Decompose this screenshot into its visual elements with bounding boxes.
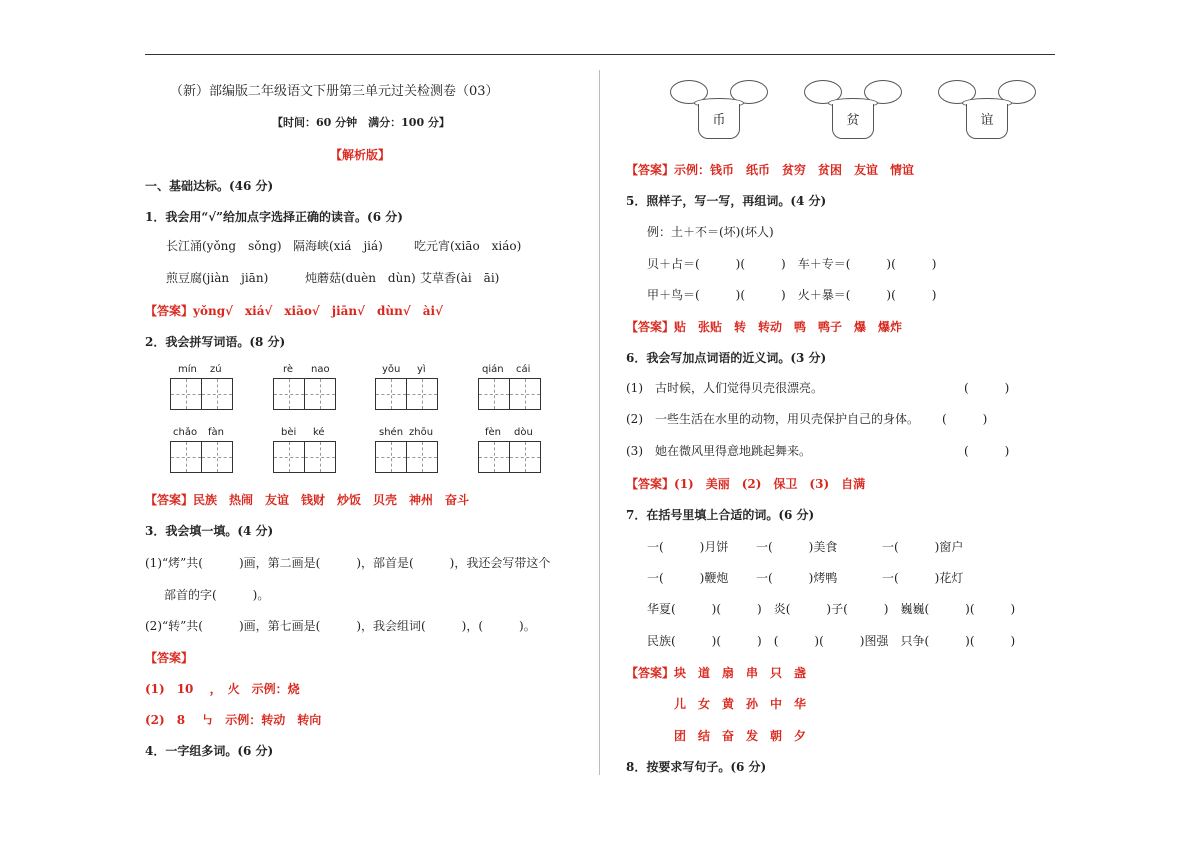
pinyin: zhōu bbox=[409, 427, 434, 438]
flower-pot bbox=[802, 80, 912, 144]
q5-line: 贝＋占＝( )( ) 车＋专＝( )( ) bbox=[647, 257, 937, 271]
q7-answer-text-2: 儿 女 黄 孙 中 华 bbox=[674, 697, 807, 711]
q8-title: 8．按要求写句子。(6 分) bbox=[626, 760, 767, 774]
pinyin: fàn bbox=[208, 427, 224, 438]
q6-blank[interactable]: ( ) bbox=[964, 444, 1010, 458]
pinyin: shén bbox=[379, 427, 404, 438]
pinyin: dòu bbox=[514, 427, 533, 438]
q1-item: 隔海峡(xiá jiá) bbox=[293, 239, 383, 253]
writing-cell[interactable] bbox=[406, 378, 438, 410]
q4-answer bbox=[626, 161, 914, 178]
q5-answer-text: 贴 张贴 转 转动 鸭 鸭子 爆 爆炸 bbox=[674, 320, 903, 334]
q1-item: 炖蘑菇(duèn dùn) bbox=[305, 271, 416, 285]
q2-title: 2．我会拼写词语。(8 分) bbox=[145, 335, 286, 349]
q7-line: 民族( )( ) ( )( )图强 只争( )( ) bbox=[647, 634, 1016, 648]
q3-line: (2)“转”共( )画，第七画是( )，我会组词( )，( )。 bbox=[145, 619, 536, 633]
q7-line: 华夏( )( ) 炎( )子( ) 巍巍( )( ) bbox=[647, 602, 1016, 616]
q1-item: 煎豆腐(jiàn jiān) bbox=[166, 271, 269, 285]
writing-cell[interactable] bbox=[375, 378, 407, 410]
q5-answer bbox=[626, 318, 902, 335]
q7-item: 一( )窗户 bbox=[882, 540, 964, 554]
q6-answer bbox=[626, 475, 865, 492]
q5-line: 甲＋鸟＝( )( ) 火＋暴＝( )( ) bbox=[647, 288, 937, 302]
pinyin: cái bbox=[516, 364, 531, 375]
column-divider bbox=[599, 70, 600, 775]
q7-item: 一( )鞭炮 bbox=[647, 571, 729, 585]
answer-label: 【答案】 bbox=[626, 666, 675, 680]
answer-label: 【答案】 bbox=[145, 304, 194, 318]
q6-sentence: (2) 一些生活在水里的动物，用贝壳保护自己的身体。 bbox=[626, 412, 920, 426]
time-info: 【时间：60 分钟 满分：100 分】 bbox=[272, 116, 450, 129]
pinyin: rè bbox=[283, 364, 294, 375]
q6-answer-text: (1) 美丽 (2) 保卫 (3) 自满 bbox=[674, 477, 866, 491]
q7-title: 7．在括号里填上合适的词。(6 分) bbox=[626, 508, 815, 522]
pinyin: qián bbox=[482, 364, 504, 375]
q3-line: 部首的字( )。 bbox=[164, 588, 270, 602]
section-heading: 一、基础达标。(46 分) bbox=[145, 179, 274, 193]
q7-answer-text-1: 块 道 扇 串 只 盏 bbox=[674, 666, 807, 680]
q7-answer bbox=[626, 664, 806, 681]
q4-answer-text: 示例：钱币 纸币 贫穷 贫困 友谊 情谊 bbox=[674, 163, 915, 177]
q1-item: 吃元宵(xiāo xiáo) bbox=[414, 239, 522, 253]
q1-title: 1．我会用“√”给加点字选择正确的读音。(6 分) bbox=[145, 210, 403, 224]
q1-answer bbox=[145, 302, 443, 319]
q1-answer-text: yǒng√ xiá√ xiāo√ jiān√ dùn√ ài√ bbox=[193, 304, 443, 318]
answer-label: 【答案】 bbox=[626, 320, 675, 334]
flower-pot bbox=[668, 80, 778, 144]
version-label: 【解析版】 bbox=[330, 148, 391, 162]
q7-item: 一( )花灯 bbox=[882, 571, 964, 585]
q6-sentence: (3) 她在微风里得意地跳起舞来。 bbox=[626, 444, 811, 458]
page-title: （新）部编版二年级语文下册第三单元过关检测卷（03） bbox=[170, 84, 499, 99]
writing-cell[interactable] bbox=[304, 441, 336, 473]
q2-answer-text: 民族 热闹 友谊 钱财 炒饭 贝壳 神州 奋斗 bbox=[193, 493, 470, 507]
pinyin: mín bbox=[178, 364, 197, 375]
answer-label: 【答案】 bbox=[626, 477, 675, 491]
q7-answer-text-3: 团 结 奋 发 朝 夕 bbox=[674, 729, 807, 743]
writing-cell[interactable] bbox=[201, 441, 233, 473]
q6-blank[interactable]: ( ) bbox=[942, 412, 988, 426]
pot-character: 谊 bbox=[966, 104, 1008, 139]
pinyin: yì bbox=[417, 364, 426, 375]
writing-cell[interactable] bbox=[509, 378, 541, 410]
answer-label: 【答案】 bbox=[145, 493, 194, 507]
q2-answer bbox=[145, 491, 469, 508]
top-rule bbox=[145, 54, 1055, 55]
pot-character: 币 bbox=[698, 104, 740, 139]
pinyin: chǎo bbox=[173, 427, 198, 438]
q3-answer-2: (2) 8 ㇉ 示例：转动 转向 bbox=[145, 713, 322, 727]
pinyin: fèn bbox=[485, 427, 502, 438]
q1-item: 艾草香(ài āi) bbox=[420, 271, 500, 285]
q5-title: 5．照样子，写一写，再组词。(4 分) bbox=[626, 194, 827, 208]
q7-item: 一( )月饼 bbox=[647, 540, 729, 554]
writing-cell[interactable] bbox=[170, 441, 202, 473]
q6-blank[interactable]: ( ) bbox=[964, 381, 1010, 395]
writing-cell[interactable] bbox=[273, 378, 305, 410]
writing-cell[interactable] bbox=[509, 441, 541, 473]
writing-cell[interactable] bbox=[273, 441, 305, 473]
pinyin: bèi bbox=[281, 427, 297, 438]
writing-cell[interactable] bbox=[304, 378, 336, 410]
writing-cell[interactable] bbox=[478, 441, 510, 473]
writing-cell[interactable] bbox=[406, 441, 438, 473]
writing-cell[interactable] bbox=[478, 378, 510, 410]
pot-character: 贫 bbox=[832, 104, 874, 139]
flower-pot bbox=[936, 80, 1046, 144]
q7-item: 一( )烤鸭 bbox=[756, 571, 838, 585]
pinyin: nao bbox=[311, 364, 330, 375]
answer-label: 【答案】 bbox=[626, 163, 675, 177]
q6-title: 6．我会写加点词语的近义词。(3 分) bbox=[626, 351, 827, 365]
q4-title: 4．一字组多词。(6 分) bbox=[145, 744, 274, 758]
q3-title: 3．我会填一填。(4 分) bbox=[145, 524, 274, 538]
q3-line: (1)“烤”共( )画，第二画是( )，部首是( )，我还会写带这个 bbox=[145, 556, 551, 570]
pinyin: zú bbox=[210, 364, 222, 375]
q1-item: 长江涌(yǒng sǒng) bbox=[166, 239, 282, 253]
q6-sentence: (1) 古时候，人们觉得贝壳很漂亮。 bbox=[626, 381, 823, 395]
q5-example: 例：土＋不＝(坏)(坏人) bbox=[647, 225, 774, 239]
q3-answer-1: (1) 10 ， 火 示例：烧 bbox=[145, 682, 300, 696]
pinyin: ké bbox=[313, 427, 325, 438]
pinyin: yǒu bbox=[382, 364, 401, 375]
answer-label: 【答案】 bbox=[145, 651, 194, 665]
q7-item: 一( )美食 bbox=[756, 540, 838, 554]
writing-cell[interactable] bbox=[170, 378, 202, 410]
writing-cell[interactable] bbox=[201, 378, 233, 410]
writing-cell[interactable] bbox=[375, 441, 407, 473]
